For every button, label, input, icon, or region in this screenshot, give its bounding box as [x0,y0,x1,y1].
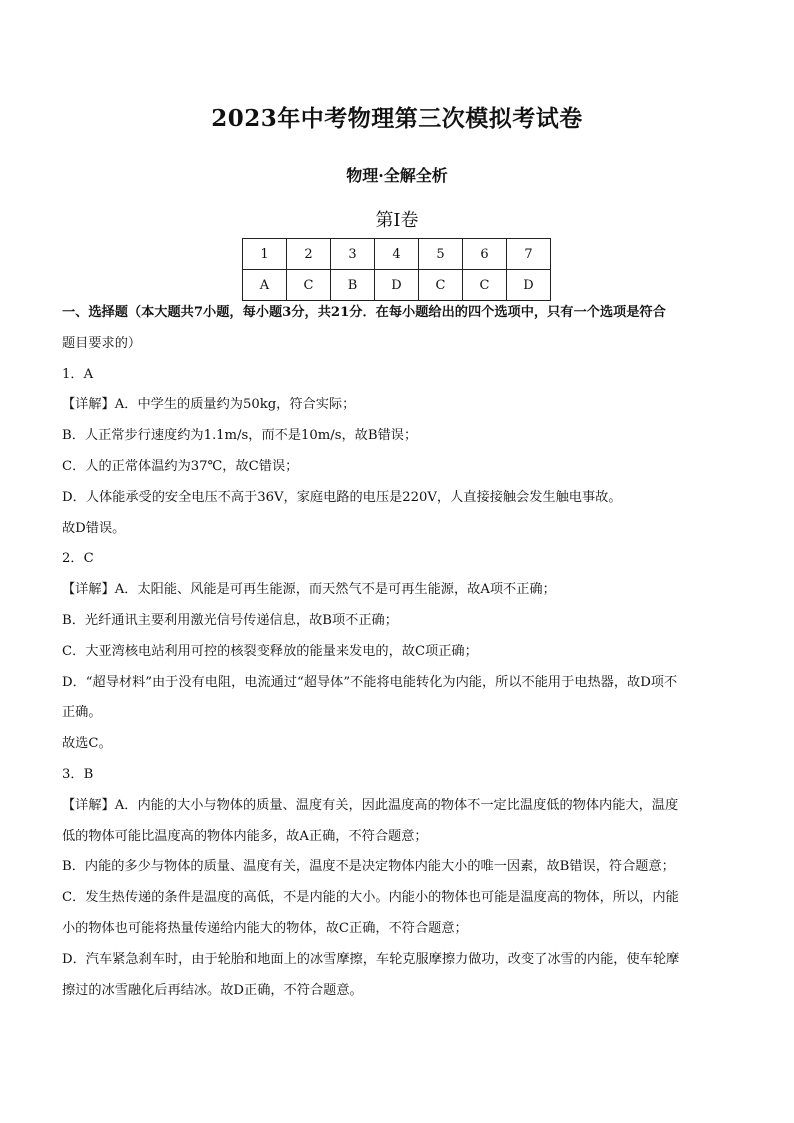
answer-cell: A [243,270,287,301]
question-2-line: 故选C。 [62,736,112,752]
question-1-line: D．人体能承受的安全电压不高于36V，家庭电路的电压是220V，人直接接触会发生触电事故。 [62,489,622,505]
answer-table-answer-row [243,270,551,301]
document-subtitle: 物理·全解全析 [346,166,448,185]
question-3-line: D．汽车紧急刹车时，由于轮胎和地面上的冰雪摩擦，车轮克服摩擦力做功，改变了冰雪的内能，使车轮摩 [62,951,680,967]
question-2-line: 正确。 [62,705,102,721]
answer-table-number-row [243,239,551,270]
question-number-cell: 7 [507,239,551,270]
question-1-line: B．人正常步行速度约为1.1m/s，而不是10m/s，故B错误； [62,428,418,444]
question-1-line: 【详解】A．中学生的质量约为50kg，符合实际； [62,397,356,413]
question-number-cell: 4 [375,239,419,270]
question-2-line: C．大亚湾核电站利用可控的核裂变释放的能量来发电的，故C项正确； [62,643,478,659]
answer-cell: C [463,270,507,301]
answer-cell: C [419,270,463,301]
question-2-line: 【详解】A．太阳能、风能是可再生能源，而天然气不是可再生能源，故A项不正确； [62,582,556,598]
question-1-line: C．人的正常体温约为37℃，故C错误； [62,458,299,474]
question-3-line: 低的物体可能比温度高的物体内能多，故A正确，不符合题意； [62,828,428,844]
question-3-answer: 3．B [62,766,94,782]
question-2-line: D．“超导材料”由于没有电阻，电流通过“超导体”不能将电能转化为内能，所以不能用于电热器，故D项不 [62,674,678,690]
question-3-line: 【详解】A．内能的大小与物体的质量、温度有关，因此温度高的物体不一定比温度低的物体内能大，温度 [62,797,679,813]
answer-cell: B [331,270,375,301]
question-3-line: C．发生热传递的条件是温度的高低，不是内能的大小。内能小的物体也可能是温度高的物体，所以，内能 [62,890,679,906]
question-3-line: B．内能的多少与物体的质量、温度有关，温度不是决定物体内能大小的唯一因素，故B错误，符合题意； [62,859,675,875]
answer-cell: C [287,270,331,301]
question-3-line: 小的物体也可能将热量传递给内能大的物体，故C正确，不符合题意； [62,920,468,936]
question-number-cell: 3 [331,239,375,270]
document-title: 2023年中考物理第三次模拟考试卷 [211,105,583,132]
question-number-cell: 2 [287,239,331,270]
volume-heading: 第Ⅰ卷 [375,210,419,231]
solution-body [62,298,734,1006]
question-1-answer: 1．A [62,366,94,382]
question-3-line: 擦过的冰雪融化后再结冰。故D正确，不符合题意。 [62,982,363,998]
answer-table [242,238,551,301]
section-heading-line: 题目要求的） [62,335,142,351]
question-number-cell: 5 [419,239,463,270]
question-number-cell: 1 [243,239,287,270]
answer-cell: D [507,270,551,301]
question-2-line: B．光纤通讯主要利用激光信号传递信息，故B项不正确； [62,612,398,628]
question-2-answer: 2．C [62,551,94,567]
answer-cell: D [375,270,419,301]
section-heading-line: 一、选择题（本大题共7小题，每小题3分，共21分．在每小题给出的四个选项中，只有一个选项是符合 [62,305,666,320]
question-number-cell: 6 [463,239,507,270]
question-1-line: 故D错误。 [62,520,126,536]
